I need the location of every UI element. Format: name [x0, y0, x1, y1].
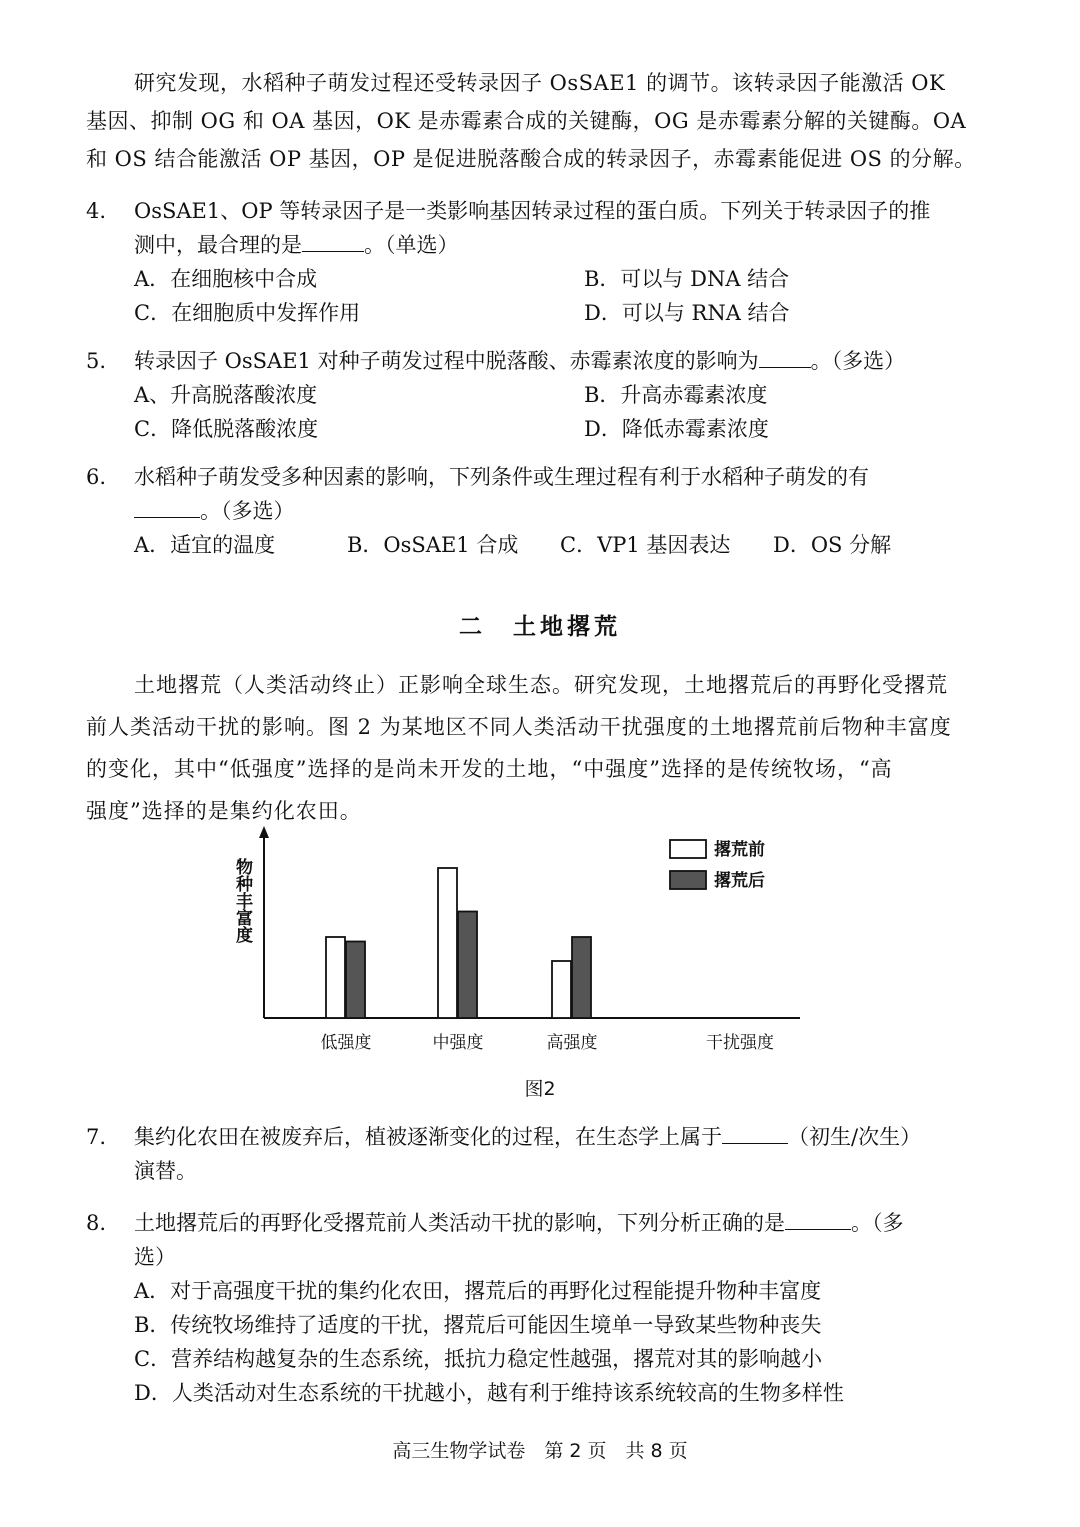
option-b[interactable]: B．升高赤霉素浓度 — [584, 383, 768, 407]
paragraph-line: 前人类活动干扰的影响。图 2 为某地区不同人类活动干扰强度的土地撂荒前后物种丰富度 — [86, 715, 952, 739]
section-paragraph — [86, 664, 986, 832]
option-b[interactable]: B．可以与 DNA 结合 — [584, 267, 790, 291]
bar-after — [346, 942, 365, 1019]
bar-after — [458, 912, 477, 1019]
option-d[interactable]: D．可以与 RNA 结合 — [584, 301, 790, 325]
answer-blank[interactable] — [759, 345, 811, 368]
option-d[interactable]: D．人类活动对生态系统的干扰越小，越有利于维持该系统较高的生物多样性 — [134, 1381, 844, 1405]
question-number: 6. — [86, 465, 107, 489]
intro-line: 和 OS 结合能激活 OP 基因，OP 是促进脱落酸合成的转录因子，赤霉素能促进 OS 的分解。 — [86, 147, 976, 171]
question-stem: 土地撂荒后的再野化受撂荒前人类活动干扰的影响，下列分析正确的是 — [134, 1211, 785, 1235]
x-tick-label: 低强度 — [320, 1033, 372, 1053]
option-c[interactable]: C．营养结构越复杂的生态系统，抵抗力稳定性越强，撂荒对其的影响越小 — [134, 1347, 823, 1371]
question-7 — [86, 1120, 986, 1188]
question-4 — [86, 194, 986, 330]
option-d[interactable]: D．OS 分解 — [773, 533, 892, 557]
option-d[interactable]: D．降低赤霉素浓度 — [584, 417, 769, 441]
option-a[interactable]: A．在细胞核中合成 — [134, 267, 318, 291]
question-stem: OsSAE1、OP 等转录因子是一类影响基因转录过程的蛋白质。下列关于转录因子的推 — [134, 199, 931, 223]
species-richness-bar-chart — [220, 822, 820, 1062]
intro-paragraph — [86, 64, 986, 178]
legend-label: 撂荒后 — [714, 871, 765, 891]
x-tick-label: 中强度 — [432, 1033, 484, 1053]
page-footer: 高三生物学试卷 第 2 页 共 8 页 — [392, 1440, 688, 1462]
intro-line: 研究发现，水稻种子萌发过程还受转录因子 OsSAE1 的调节。该转录因子能激活 OK — [134, 71, 946, 95]
options — [134, 1274, 986, 1410]
option-a[interactable]: A．适宜的温度 — [134, 533, 276, 557]
question-8 — [86, 1206, 986, 1410]
options — [134, 528, 986, 562]
bar-before — [438, 868, 457, 1018]
question-type: 。（多选） — [810, 349, 906, 373]
option-b[interactable]: B．OsSAE1 合成 — [347, 533, 519, 557]
option-a[interactable]: A、升高脱落酸浓度 — [134, 383, 318, 407]
question-type: 选） — [134, 1245, 176, 1269]
legend-swatch — [670, 840, 706, 858]
answer-blank[interactable] — [302, 229, 364, 252]
y-axis-arrow — [259, 826, 269, 838]
question-number: 7. — [86, 1125, 107, 1149]
x-tick-label: 高强度 — [546, 1033, 598, 1053]
bar-before — [552, 961, 571, 1018]
answer-blank[interactable] — [722, 1121, 788, 1144]
paragraph-line: 的变化，其中“低强度”选择的是尚未开发的土地，“中强度”选择的是传统牧场，“高 — [86, 757, 893, 781]
question-stem: 演替。 — [134, 1159, 197, 1183]
question-type: 。（多选） — [200, 499, 295, 523]
question-6 — [86, 460, 986, 562]
question-type: 。（单选） — [364, 233, 459, 257]
options — [134, 378, 986, 446]
option-c[interactable]: C．降低脱落酸浓度 — [134, 417, 319, 441]
question-stem: 测中，最合理的是 — [134, 233, 302, 257]
option-a[interactable]: A．对于高强度干扰的集约化农田，撂荒后的再野化过程能提升物种丰富度 — [134, 1279, 822, 1303]
question-type: 。（多 — [851, 1211, 904, 1235]
paragraph-line: 土地撂荒（人类活动终止）正影响全球生态。研究发现，土地撂荒后的再野化受撂荒 — [134, 673, 948, 697]
question-stem: 水稻种子萌发受多种因素的影响，下列条件或生理过程有利于水稻种子萌发的有 — [134, 465, 869, 489]
option-b[interactable]: B．传统牧场维持了适度的干扰，撂荒后可能因生境单一导致某些物种丧失 — [134, 1313, 822, 1337]
paragraph-line: 强度”选择的是集约化农田。 — [86, 799, 362, 823]
answer-blank[interactable] — [134, 495, 200, 518]
question-hint: （初生/次生） — [788, 1125, 922, 1149]
x-axis-label: 干扰强度 — [706, 1033, 774, 1053]
intro-line: 基因、抑制 OG 和 OA 基因，OK 是赤霉素合成的关键酶，OG 是赤霉素分解的关键酶。OA — [86, 109, 967, 133]
question-number: 4. — [86, 199, 107, 223]
question-number: 8. — [86, 1211, 107, 1235]
bar-before — [326, 937, 345, 1018]
bar-after — [572, 937, 591, 1018]
option-c[interactable]: C．VP1 基因表达 — [560, 533, 731, 557]
option-c[interactable]: C．在细胞质中发挥作用 — [134, 301, 361, 325]
y-axis-label: 物种丰富度 — [232, 858, 252, 943]
question-5 — [86, 344, 986, 446]
options — [134, 262, 986, 330]
legend-label: 撂荒前 — [714, 840, 765, 860]
answer-blank[interactable] — [785, 1207, 851, 1230]
question-number: 5. — [86, 349, 107, 373]
figure-caption: 图2 — [524, 1078, 556, 1100]
legend-swatch — [670, 871, 706, 889]
section-title: 二 土地撂荒 — [459, 614, 621, 640]
question-stem: 集约化农田在被废弃后，植被逐渐变化的过程，在生态学上属于 — [134, 1125, 722, 1149]
question-stem: 转录因子 OsSAE1 对种子萌发过程中脱落酸、赤霉素浓度的影响为 — [134, 349, 759, 373]
